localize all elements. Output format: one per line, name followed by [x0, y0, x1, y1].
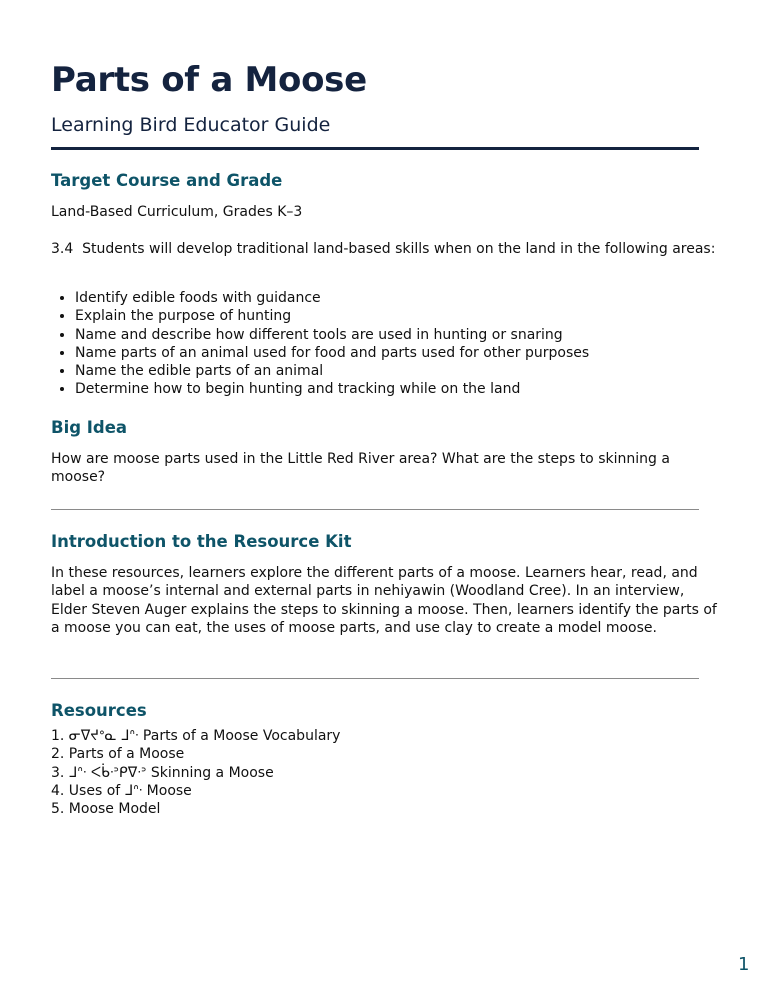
page-title: Parts of a Moose: [51, 60, 367, 100]
resource-item: 2. Parts of a Moose: [51, 746, 185, 763]
list-item: • Name parts of an animal used for food and parts used for other purposes: [75, 344, 589, 362]
resource-item: 5. Moose Model: [51, 801, 161, 818]
outcome-bullet-list: [51, 289, 589, 399]
page-number: 1: [738, 954, 750, 975]
big-idea-text: How are moose parts used in the Little Red River area? What are the steps to skinning a moose?: [51, 451, 670, 486]
resources-list: [51, 727, 340, 818]
list-item: • Identify edible foods with guidance: [75, 289, 589, 307]
page-subtitle: Learning Bird Educator Guide: [51, 114, 331, 136]
resources-heading: Resources: [51, 701, 147, 720]
list-item: • Determine how to begin hunting and tracking while on the land: [75, 380, 589, 398]
course-text: Land-Based Curriculum, Grades K–3: [51, 204, 303, 220]
list-item: • Explain the purpose of hunting: [75, 307, 589, 325]
resource-item: 1. ᓂᐁᔪᐤᓇ ᒧᐢᐧ Parts of a Moose Vocabulary: [51, 728, 341, 744]
outcome-text: 3.4 Students will develop traditional land-based skills when on the land in the following areas:: [51, 241, 716, 257]
resource-item: 4. Uses of ᒧᐢᐧ Moose: [51, 782, 192, 799]
introduction-text: In these resources, learners explore the different parts of a moose. Learners hear, read, and label a moose’s internal and external parts in nehiyawin (Woodland Cree). In an interview, Elder Steven Auger explains the steps to skinning a moose. Then, learners identify the parts of a moose you can eat, the uses of moose parts, and use clay to create a model moose.: [51, 565, 717, 636]
list-item: • Name the edible parts of an animal: [75, 362, 589, 380]
big-idea-heading: Big Idea: [51, 418, 128, 437]
resource-item: 3. ᒧᐢᐧ ᐸᑳᐧᐣᑭᐁᐧᐣ Skinning a Moose: [51, 764, 274, 781]
section-divider: [51, 678, 699, 679]
list-item: • Name and describe how different tools are used in hunting or snaring: [75, 326, 589, 344]
title-divider: [51, 147, 699, 150]
introduction-heading: Introduction to the Resource Kit: [51, 532, 352, 551]
target-course-heading: Target Course and Grade: [51, 171, 283, 190]
section-divider: [51, 509, 699, 510]
